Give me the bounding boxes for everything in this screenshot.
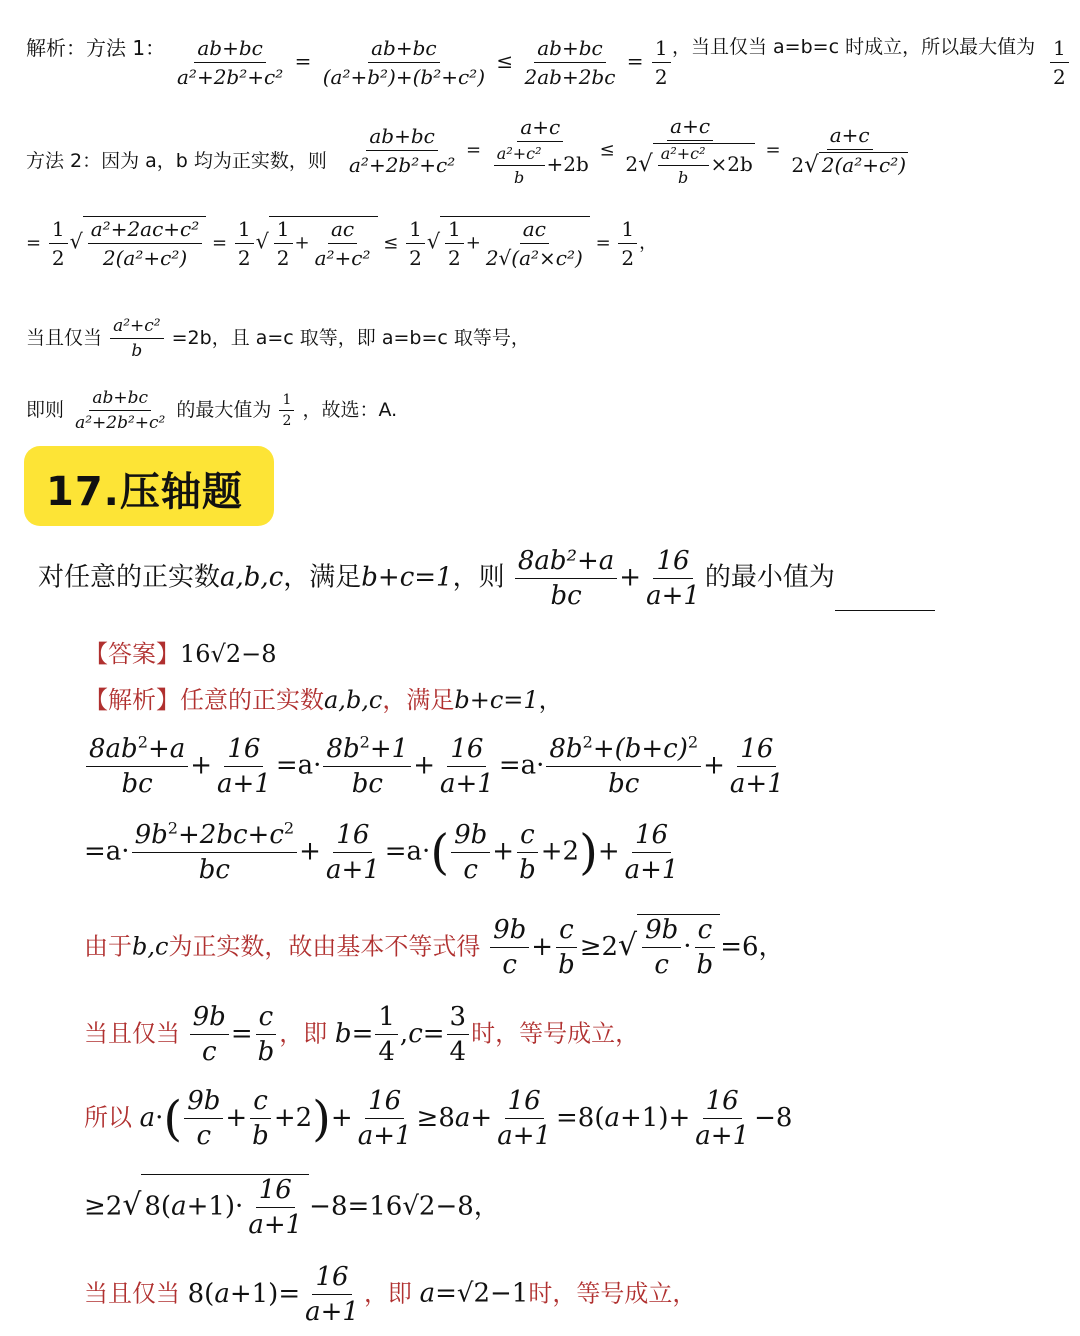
equality-condition: 当且仅当 $\frac{\text{a²+c²}}{b}$ =2b，且 a=c 取等，即 a=b=c 取等号， xyxy=(26,316,530,361)
method1-chain: $\frac{ab+bc}{\text{a²+2b²+c²}}$ = $\frac{ab+bc}{\text{(a²+b²)+(b²+c²)}}$ ≤ $\frac{ab+bc}{2ab+2bc}$ = $\frac{1}{2}$ xyxy=(172,36,673,89)
final-conclusion: 即则 $\frac{ab+bc}{\text{a²+2b²+c²}}$ 的最大值为 $\frac{1}{2}$ ，故选：A. xyxy=(26,388,398,433)
method2-label: 方法 2：因为 a，b 均为正实数，则 xyxy=(26,150,327,172)
answer-value: 16√2−8 xyxy=(180,640,277,668)
analysis-label: 【解析】 xyxy=(84,686,180,714)
equality-line-1: 当且仅当 $\frac{9b}{c}$ = $\frac{c}{b}$ ，即 b= $\frac{1}{4}$ ,c= $\frac{3}{4}$ 时，等号成立， xyxy=(84,1002,640,1067)
am-gm-line: 由于b,c为正实数，故由基本不等式得 $\frac{9b}{c}$ + $\frac{c}{b}$ ≥2√ $\frac{9b}{c}$ · $\frac{c}{b}$ =6， xyxy=(84,915,785,980)
method1-max-value: $\frac{1}{2}$ xyxy=(1048,36,1071,89)
answer-line xyxy=(84,634,276,669)
method2-continuation: = $\frac{1}{2}$ √ $\frac{\text{a²+2ac+c²}}{\text{2(a²+c²)}}$ = $\frac{1}{2}$ √ $\frac{1}{2}$ + $\frac{ac}{\text{a²+c²}}$ ≤ $\frac{1}{2}$ √ $\frac{1}{2}$ + $\frac{ac}{\text{2√(a²×c²)}}$ = $\frac{1}{2}$ ， xyxy=(26,217,658,270)
method2-chain: $\frac{ab+bc}{\text{a²+2b²+c²}}$ = a+c $\frac{\text{a²+c²}}{b}$ +2b ≤ a+c 2√ $\frac{\text{a²+c²}}{b}$ ×2b = $\frac{a+c}{\text{2√ 2(a²+c²)}}$ xyxy=(349,114,907,187)
derivation-line-2: =a· $\frac{9b^2+2bc+c^2}{bc}$ + $\frac{16}{a+1}$ =a·( $\frac{9b}{c}$ + $\frac{c}{b}$ +2)+ $\frac{16}{a+1}$ xyxy=(84,818,679,885)
answer-label: 【答案】 xyxy=(84,640,180,668)
answer-blank xyxy=(835,584,935,611)
problem-statement: 对任意的正实数a,b,c，满足b+c=1，则 $\frac{\text{8ab²+a}}{bc}$ + $\frac{16}{a+1}$ 的最小值为 xyxy=(38,546,935,611)
so-line: 所以 a·( $\frac{9b}{c}$ + $\frac{c}{b}$ +2)+ $\frac{16}{a+1}$ ≥8a+ $\frac{16}{a+1}$ =8(a+1)+ $\frac{16}{a+1}$ −8 xyxy=(84,1086,793,1151)
section-title: 17.压轴题 xyxy=(46,469,243,515)
method1-label: 解析：方法 1： xyxy=(26,36,166,60)
method1-condition: ，当且仅当 a=b=c 时成立，所以最大值为 xyxy=(672,36,1036,58)
equality-line-2: 当且仅当 8(a+1)= $\frac{16}{a+1}$ ，即 a=√2−1时，等号成立， xyxy=(84,1262,697,1327)
derivation-line-1: $\frac{8ab^2+a}{bc}$ + $\frac{16}{a+1}$ =a· $\frac{8b^2+1}{bc}$ + $\frac{16}{a+1}$ =a· $\frac{8b^2+(b+c)^2}{bc}$ + $\frac{16}{a+1}$ xyxy=(84,734,789,799)
sqrt-line: ≥2√ 8(a+1)· $\frac{16}{a+1}$ −8=16√2−8， xyxy=(84,1175,500,1240)
section-badge xyxy=(24,446,274,526)
analysis-intro: 【解析】任意的正实数a,b,c，满足b+c=1， xyxy=(84,686,563,714)
